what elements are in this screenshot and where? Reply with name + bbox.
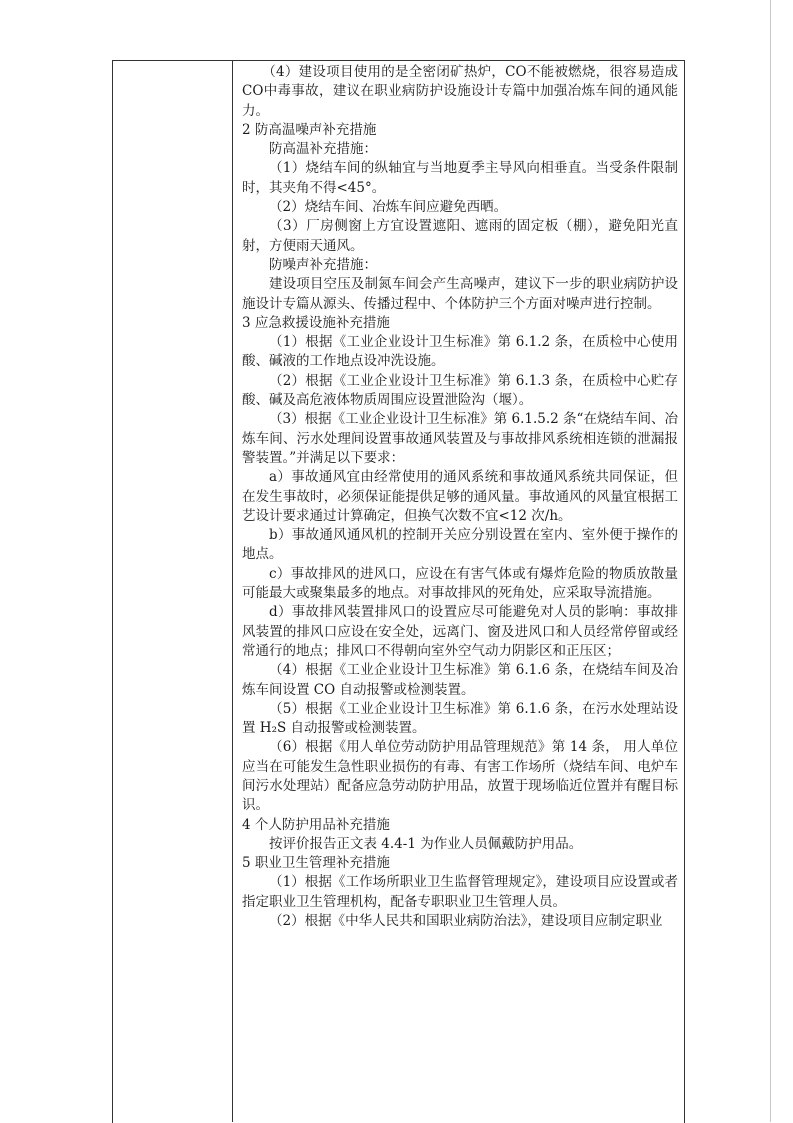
section-heading: 3 应急救援设施补充措施 [242,314,390,331]
paragraph: 按评价报告正文表 4.4-1 为作业人员佩戴防护用品。 [269,835,583,852]
paragraph: （5）根据《工业企业设计卫生标准》第 6.1.6 条，在污水处理站设置 H₂S 自动报警或检测装置。 [242,700,678,737]
paragraph: （4）根据《工业企业设计卫生标准》第 6.1.6 条，在烧结车间及冶炼车间设置 CO 自动报警或检测装置。 [242,662,678,698]
paragraph: d）事故排风装置排风口的设置应尽可能避免对人员的影响：事故排风装置的排风口应设在安全处，远离门、窗及进风口和人员经常停留或经常通行的地点；排风口不得朝向室外空气动力阴影区和正压区； [242,604,678,659]
paragraph: （1）根据《工作场所职业卫生监督管理规定》，建设项目应设置或者指定职业卫生管理机构，配备专职职业卫生管理人员。 [242,874,678,910]
paragraph: 防高温补充措施： [269,141,377,158]
paragraph: （1）烧结车间的纵轴宜与当地夏季主导风向相垂直。当受条件限制时，其夹角不得<45°。 [242,160,678,196]
paragraph: （2）根据《工业企业设计卫生标准》第 6.1.3 条，在质检中心贮存酸、碱及高危液体物质周围应设置泄险沟（堰）。 [242,372,678,409]
paragraph: （2）根据《中华人民共和国职业病防治法》，建设项目应制定职业 [269,913,663,930]
paragraph: c）事故排风的进风口，应设在有害气体或有爆炸危险的物质放散量可能最大或聚集最多的地点。对事故排风的死角处，应采取导流措施。 [242,565,678,602]
scan-edge-line [770,0,771,1122]
paragraph: 防噪声补充措施： [269,256,377,273]
paragraph: （2）烧结车间、冶炼车间应避免西晒。 [269,199,508,216]
section-heading: 2 防高温噪声补充措施 [242,121,377,138]
paragraph: （3）根据《工业企业设计卫生标准》第 6.1.5.2 条“在烧结车间、冶炼车间、污水处理间设置事故通风装置及与事故排风系统相连锁的泄漏报警装置。”并满足以下要求： [242,411,678,466]
paragraph: （3）厂房侧窗上方宜设置遮阳、遮雨的固定板（棚），避免阳光直射，方便雨天通风。 [242,218,678,254]
paragraph: b）事故通风通风机的控制开关应分别设置在室内、室外便于操作的地点。 [242,527,678,563]
section-heading: 5 职业卫生管理补充措施 [242,855,390,872]
section-heading: 4 个人防护用品补充措施 [242,816,390,833]
paragraph: 建设项目空压及制氮车间会产生高噪声，建议下一步的职业病防护设施设计专篇从源头、传播过程中、个体防护三个方面对噪声进行控制。 [242,276,678,312]
column-divider [232,60,233,1122]
paragraph: （1）根据《工业企业设计卫生标准》第 6.1.2 条，在质检中心使用酸、碱液的工作地点设冲洗设施。 [242,334,678,370]
paragraph: （4）建设项目使用的是全密闭矿热炉，CO不能被燃烧，很容易造成CO中毒事故，建议在职业病防护设施设计专篇中加强冶炼车间的通风能力。 [242,64,678,119]
paragraph: a）事故通风宜由经常使用的通风系统和事故通风系统共同保证，但在发生事故时，必须保证能提供足够的通风量。事故通风的风量宜根据工艺设计要求通过计算确定，但换气次数不宜<12 次/h。 [242,469,678,524]
table-content-cell [242,63,678,931]
paragraph: （6）根据《用人单位劳动防护用品管理规范》第 14 条， 用人单位应当在可能发生急性职业损伤的有毒、有害工作场所（烧结车间、电炉车间污水处理站）配备应急劳动防护用品，放置于现场临近位置并有醒目标识。 [242,739,678,814]
